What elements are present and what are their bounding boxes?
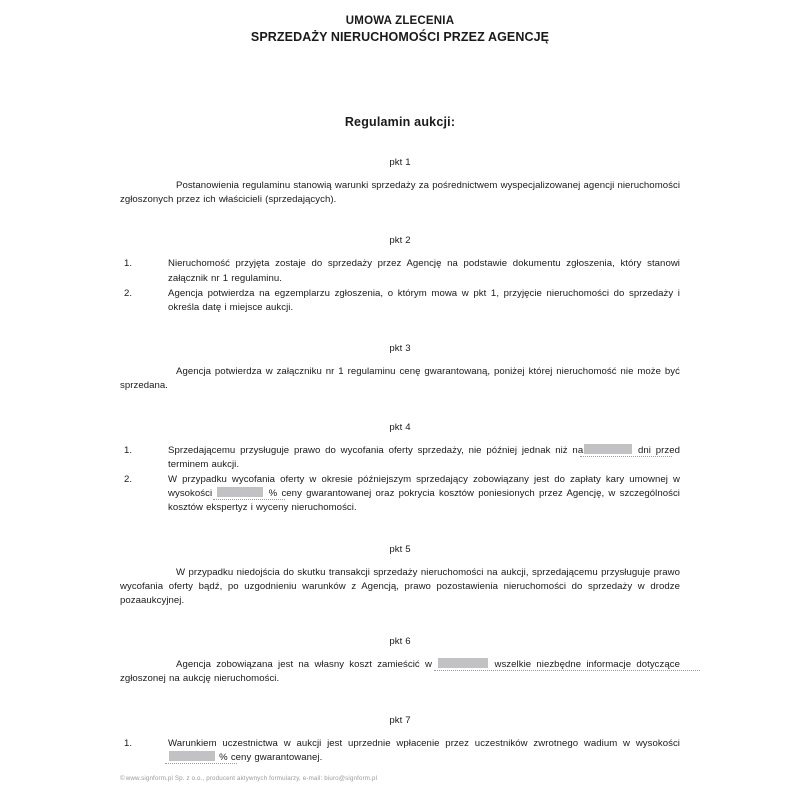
list-item-text: Nieruchomość przyjęta zostaje do sprzedaży przez Agencję na podstawie dokumentu zgłoszenia, który stanowi załącznik nr 1 regulaminu.: [168, 258, 680, 284]
pkt4-item2-text-after: % ceny gwarantowanej oraz pokrycia kosztów poniesionych przez Agencję, w szczególności kosztów ekspertyz i wyceny nieruchomości.: [168, 488, 680, 514]
pkt-marker-3: pkt 3: [389, 343, 411, 355]
list-item-text: [168, 444, 680, 472]
pkt4-penalty-percent-field[interactable]: [217, 487, 263, 497]
pkt7-list: [120, 737, 680, 765]
pkt7-item1-text-before: Warunkiem uczestnictwa w aukcji jest uprzednie wpłacenie przez uczestników zwrotnego wadium w wysokości: [168, 737, 680, 749]
pkt7-wadium-percent-field[interactable]: [169, 751, 215, 761]
pkt4-item2-text-before: W przypadku wycofania oferty w okresie późniejszym sprzedający zobowiązany jest do zapłaty kary umownej w wysokości: [168, 474, 680, 500]
list-item-number: 2.: [124, 287, 133, 299]
pkt-marker-7: pkt 7: [389, 714, 411, 726]
pkt-marker-5: pkt 5: [389, 543, 411, 555]
document-title: [120, 14, 680, 45]
pkt-marker-4: pkt 4: [389, 421, 411, 433]
document-title-line-1: UMOWA ZLECENIA: [345, 15, 455, 27]
pkt6-paragraph: [120, 658, 680, 686]
pkt6-text-after: wszelkie niezbędne informacje dotyczące zgłoszonej na aukcję nieruchomości.: [120, 659, 680, 685]
footer: [120, 775, 680, 782]
list-item-number: 1.: [124, 444, 133, 456]
pkt4-list: [120, 444, 680, 516]
list-item: [120, 287, 680, 315]
pkt3-paragraph: Agencja potwierdza w załączniku nr 1 regulaminu cenę gwarantowaną, poniżej której nieruchomość nie może być sprzedana.: [120, 366, 680, 392]
pkt-marker-2: pkt 2: [389, 235, 411, 247]
pkt-marker-6: pkt 6: [389, 636, 411, 648]
document-title-line-2: SPRZEDAŻY NIERUCHOMOŚCI PRZEZ AGENCJĘ: [250, 29, 550, 44]
pkt2-list: [120, 257, 680, 315]
copyright-icon: ©: [120, 775, 125, 782]
list-item-text: [168, 473, 680, 516]
pkt4-days-field[interactable]: [584, 444, 632, 454]
list-item-number: 1.: [124, 258, 133, 270]
list-item-number: 2.: [124, 474, 133, 486]
list-item-number: 1.: [124, 737, 133, 749]
list-item-text: [168, 737, 680, 765]
pkt4-item1-text-after: dni przed terminem aukcji.: [168, 444, 680, 470]
pkt4-item1-text-before: Sprzedającemu przysługuje prawo do wycofania oferty sprzedaży, nie później jednak niż na: [168, 444, 584, 456]
pkt-marker-1: pkt 1: [389, 157, 411, 168]
list-item: [120, 473, 680, 516]
list-item: [120, 737, 680, 765]
footer-text: www.signform.pl Sp. z o.o., producent aktywnych formularzy, e-mail: biuro@signform.pl: [125, 775, 378, 782]
list-item: [120, 444, 680, 472]
pkt5-paragraph: W przypadku niedojścia do skutku transakcji sprzedaży nieruchomości na aukcji, sprzedającemu przysługuje prawo wycofania oferty bądź, po uzgodnieniu warunków z Agencją, prawo pozostawienia nieruchomości do sprzedaży w drodze pozaaukcyjnej.: [120, 566, 680, 607]
list-item: [120, 257, 680, 285]
pkt7-item1-text-after: % ceny gwarantowanej.: [219, 751, 323, 763]
list-item-text: Agencja potwierdza na egzemplarzu zgłoszenia, o którym mowa w pkt 1, przyjęcie nieruchomości do sprzedaży i określa datę i miejsce aukcji.: [168, 287, 680, 314]
section-heading: Regulamin aukcji:: [344, 115, 456, 129]
pkt6-publication-field[interactable]: [438, 658, 488, 668]
pkt6-text-before: Agencja zobowiązana jest na własny koszt zamieścić w: [176, 659, 432, 671]
pkt1-paragraph: Postanowienia regulaminu stanowią warunki sprzedaży za pośrednictwem wyspecjalizowanej agencji nieruchomości zgłoszonych przez ich właścicieli (sprzedających).: [120, 180, 680, 206]
